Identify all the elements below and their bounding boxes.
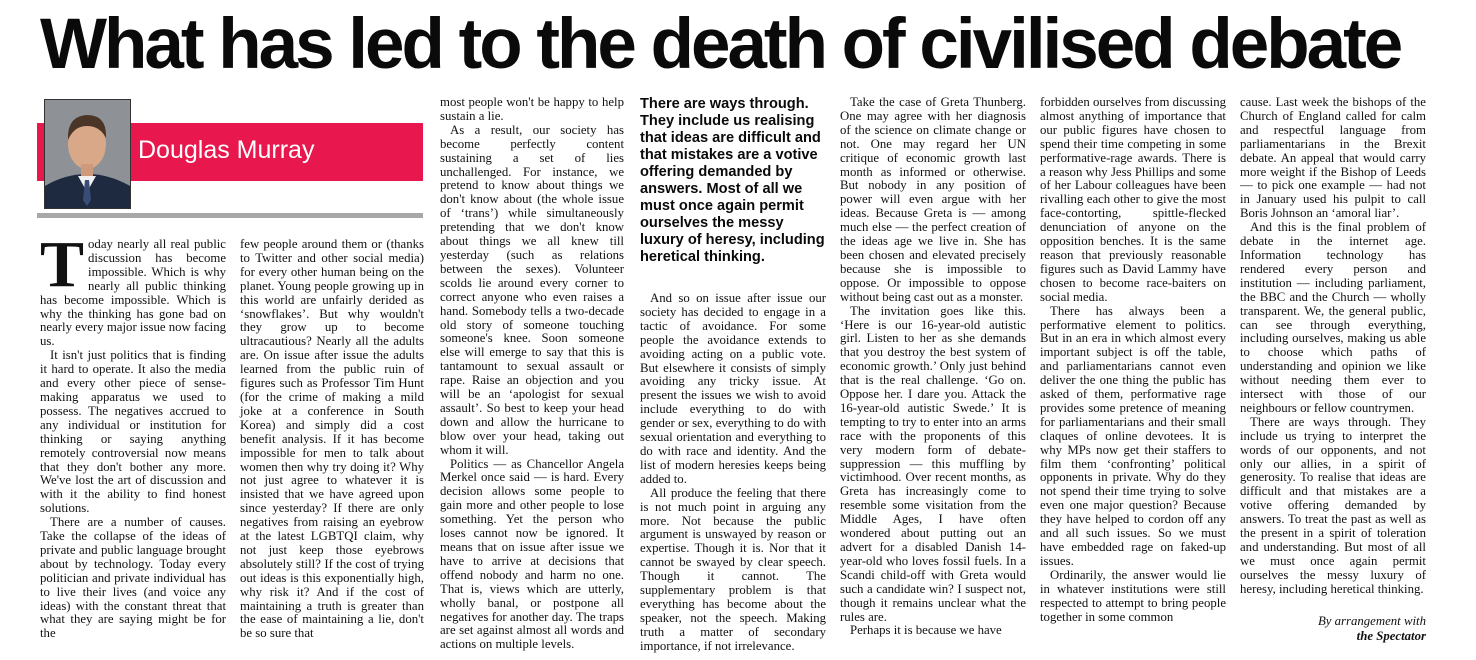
paragraph: As a result, our society has become perfectly content sustaining a set of lies unchallenged. For instance, we pretend to know about things we don't know about (the whole issue of ‘trans’) while simultaneously pretending that we don't know about things we all knew till yesterday (such as relations between the sexes). Volunteer scolds lie around every corner to correct anyone who even raises a hand. Somebody tells a two-decade old story of someone touching someone's knee. Soon someone else will emerge to say that this is tantamount to sexual assault or rape. Raise an objection and you will be an ‘apologist for sexual assault’. So best to keep your head down and allow the hurricane to blow over your head, taking out whom it will. [440, 122, 624, 457]
paragraph: Perhaps it is because we have [850, 623, 1002, 638]
credit-line [1240, 614, 1426, 644]
paragraph: There has always been a performative element to politics. But in an era in which almost every important subject is off the table, and parliamentarians cannot even deliver the one thing the public has asked of them, performative rage provides some pretence of meaning for parliamentarians and their small claques of online devotees. It is why MPs now get their staffers to film them ‘confronting’ political opponents in private. Why do they not spend their time trying to solve even one major question? Because they have helped to cordon off any and all such issues. So we must have embedded rage on faked-up issues. [1040, 303, 1226, 568]
column-5 [840, 96, 1026, 642]
paragraph: All produce the feeling that there is not much point in arguing any more. Not because the public argument is unswayed by reason or expertise. Though it is. Nor that it cannot be swayed by clear speech. Though it cannot. The supplementary problem is that everything has become about the speaker, not the speech. Making truth a matter of secondary importance, if not irrelevance. [640, 485, 826, 653]
column-3 [440, 95, 624, 652]
author-portrait-image [45, 100, 130, 208]
author-photo [44, 99, 131, 209]
dropcap: T [40, 228, 85, 301]
paragraph: forbidden ourselves from discussing almost anything of importance that our public figures have chosen to spend their time competing in some performative-rage awards. There is a reason why Jess Phillips and some of her Labour colleagues have been rivalling each other to give the most face-contorting, spittle-flecked denunciation of anyone on the opposition benches. It is the same reason that previously reasonable figures such as David Lammy have chosen to become race-baiters on social media. [1040, 95, 1226, 304]
paragraph: Politics — as Chancellor Angela Merkel once said — is hard. Every decision allows some people to gain more and other people to lose something. Yet the person who loses cannot now be ignored. It means that on issue after issue we have to arrive at decisions that offend nobody and harm no one. That is, views which are utterly, wholly banal, or postpone all negatives for another day. The traps are set against almost all words and actions on multiple levels. [440, 456, 624, 652]
column-4 [640, 291, 826, 653]
credit-source: the Spectator [1356, 629, 1426, 643]
paragraph: Today nearly all real public discussion has become impossible. Which is why nearly all public thinking has become impossible. Which is why the thinking has gone bad on nearly every major issue now facing us. [40, 228, 226, 349]
section-divider [37, 213, 423, 218]
paragraph: Ordinarily, the answer would lie in whatever institutions were still respected to attempt to bring people together in some common [1040, 567, 1226, 624]
paragraph: It isn't just politics that is finding it hard to operate. It also the media and every other piece of sense-making apparatus we used to possess. The negatives accrued to any individual or institution for thinking or saying anything remotely controversial now means that they don't bother any more. We've lost the art of discussion and with it the ability to find honest solutions. [40, 348, 226, 516]
paragraph: There are ways through. They include us trying to interpret the words of our opponents, and not only our allies, in a spirit of generosity. To realise that ideas are difficult and that mistakes are a votive offering demanded by answers. To treat the past as well as the present in a spirit of toleration and understanding. But most of all we must once again permit ourselves the messy luxury of heresy, including heretical thinking. [1240, 414, 1426, 596]
paragraph: few people around them or (thanks to Twitter and other social media) for every other human being on the planet. Young people growing up in this world are unfairly derided as ‘snowflakes’. But why wouldn't they grow up to become ultracautious? Nearly all the adults are. On issue after issue the adults learned from the public ruin of figures such as Professor Tim Hunt (for the crime of making a mild joke at a conference in South Korea) and simply did a cost benefit analysis. If it has become impossible for men to talk about women then why try doing it? Why not just agree to whatever it is insisted that we have agreed upon since yesterday? If there are only negatives from raising an eyebrow at the latest LGBTQI claim, why not just keep those eyebrows absolutely still? If the cost of trying out ideas is this exponentially high, why risk it? And if the cost of maintaining a truth is greater than the ease of maintaining a lie, don't be so sure that [240, 237, 424, 641]
headline: What has led to the death of civilised debate [40, 5, 1401, 84]
column-2 [240, 238, 424, 642]
paragraph: most people won't be happy to help sustain a lie. [440, 95, 624, 123]
paragraph: There are a number of causes. Take the collapse of the ideas of private and public language brought about by technology. Today every politician and private individual has to live their lives (and voice any ideas) with the constant threat that what they are saying might be for the [40, 515, 226, 641]
paragraph: And so on issue after issue our society has decided to engage in a tactic of avoidance. For some people the avoidance extends to avoiding acting on a public vote. But elsewhere it consists of simply avoiding any tricky issue. At present the issues we wish to avoid include everything to do with gender or sex, everything to do with sexual orientation and everything to do with race and identity. And the list of modern heresies keeps being added to. [640, 291, 826, 486]
credit-text: By arrangement with [1317, 614, 1426, 628]
paragraph: cause. Last week the bishops of the Church of England called for calm and respectful language from parliamentarians in the Brexit debate. An appeal that would carry more weight if the Bishop of Leeds — to pick one example — had not in January used his pulpit to call Boris Johnson an ‘amoral liar’. [1240, 95, 1426, 221]
paragraph: The invitation goes like this. ‘Here is our 16-year-old autistic girl. Listen to her as she demands that you destroy the best system of economic growth.’ Only just behind that is the real challenge. ‘Go on. Oppose her. I dare you. Attack the 16-year-old autistic Swede.’ It is tempting to try to enter into an arms race with the proponents of this very modern form of debate-suppression — this muffling by victimhood. Over recent months, as Greta has increasingly come to resemble some visitation from the Middle Ages, I have often wondered about putting out an advert for a disabled Danish 14-year-old who loves fossil fuels. In a Scandi child-off with Greta would such a candidate win? I suspect not, though it remains unclear what the rules are. [840, 303, 1026, 624]
paragraph: And this is the final problem of debate in the internet age. Information technology has rendered every person and institution — including parliament, the BBC and the Church — wholly transparent. We, the general public, can see through everything, including ourselves, making us able to choose which paths of understanding and opinion we like without needing them ever to intersect with those of our neighbours or fellow countrymen. [1240, 220, 1426, 415]
pull-quote: There are ways through. They include us realising that ideas are difficult and that mistakes are a votive offering demanded by answers. Most of all we must once again permit ourselves the messy luxury of heresy, including heretical thinking. [640, 96, 825, 265]
column-7 [1240, 96, 1426, 608]
paragraph: Take the case of Greta Thunberg. One may agree with her diagnosis of the science on climate change or not. One may regard her UN critique of economic growth last month as informed or otherwise. But nobody in any position of power will even argue with her ideas. Because Greta is — among much else — the perfect creation of the ideas age we live in. She has been chosen and elevated precisely because she is impossible to oppose. Or impossible to oppose without being cast out as a monster. [840, 95, 1026, 304]
column-1 [40, 228, 226, 641]
author-name: Douglas Murray [138, 136, 315, 164]
column-6 [1040, 96, 1226, 642]
